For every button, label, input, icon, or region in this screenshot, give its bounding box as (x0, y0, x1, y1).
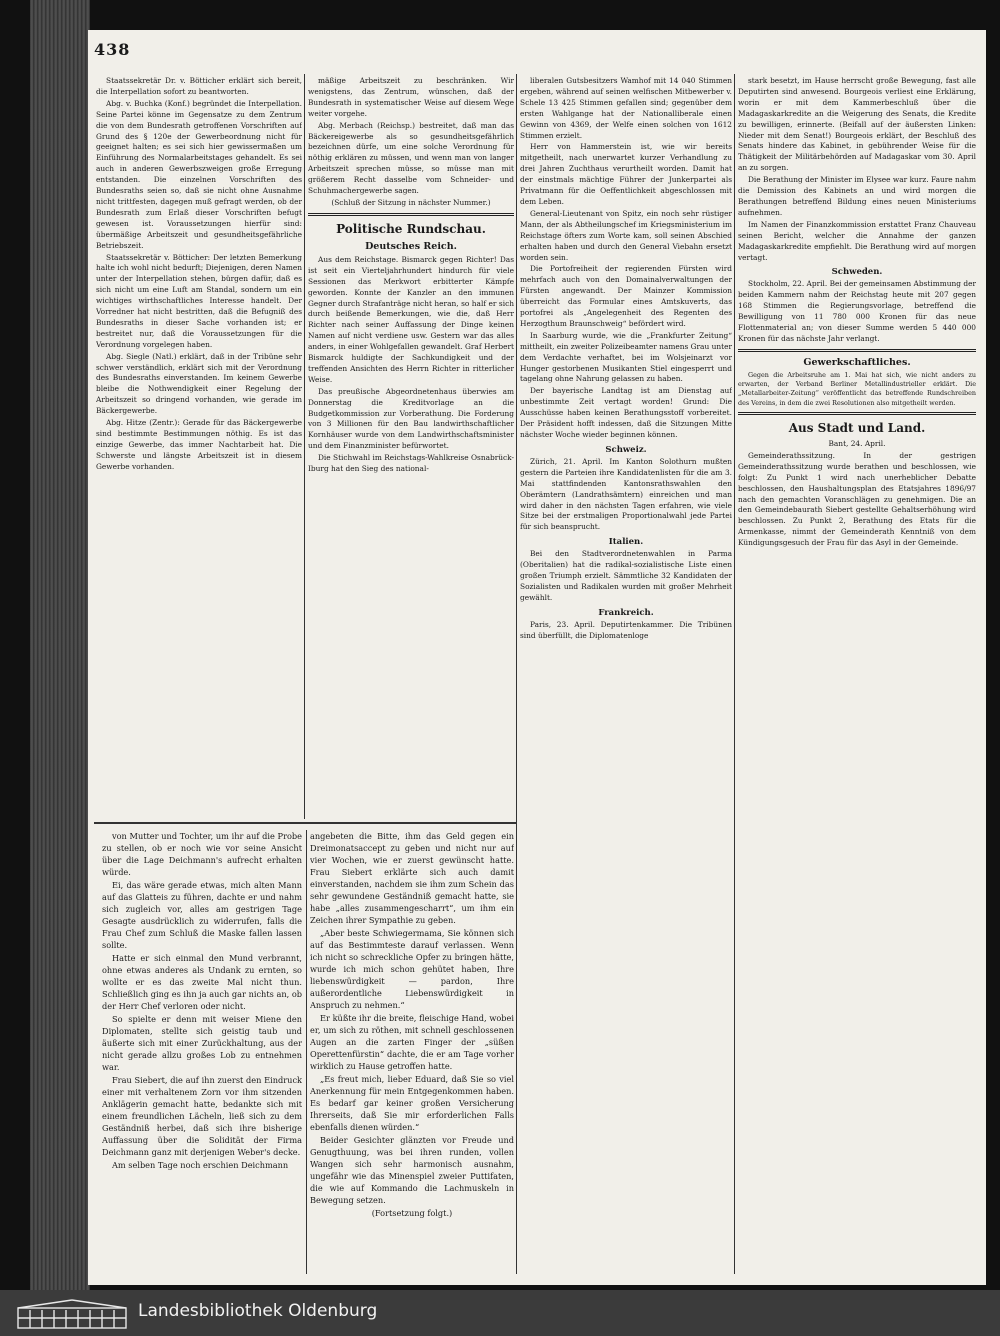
section-heading: Gewerkschaftliches. (803, 356, 911, 368)
paragraph: Im Namen der Finanzkommission erstattet Franz Chauveau seinen Bericht, welcher die Annahme der ganzen Madagaskarkredite empfiehlt. Die Berathung wird auf morgen vertagt. (738, 219, 976, 262)
page-number: 438 (94, 40, 131, 59)
paragraph: Er küßte ihr die breite, fleischige Hand, wobei er, um sich zu röthen, mit schnell geschlossenen Augen an die zarten Finger der „süßen Operettenfürstin“ dachte, die er am Tage vorher wirklich zu Hause getroffen hatte. (310, 1013, 514, 1071)
continued-note: (Fortsetzung folgt.) (371, 1208, 453, 1218)
subsection-heading: Deutsches Reich. (365, 240, 457, 252)
paragraph: Herr von Hammerstein ist, wie wir bereits mitgetheilt, nach unerwartet kurzer Verhandlung zu drei Jahren Zuchthaus verurtheilt worden. Damit hat der einstmals mächtige Führer der Junkerpartei als Privatmann für die Oeffentlichkeit abgeschlossen mit dem Leben. (520, 142, 732, 206)
feuilleton-right (310, 830, 514, 1275)
paragraph: So spielte er denn mit weiser Miene den Diplomaten, stellte sich geistig taub und äußerte sich mit einer Zurückhaltung, aus der nicht gerade allzu großes Lob zu entnehmen war. (102, 1014, 302, 1072)
paragraph: Der bayerische Landtag ist am Dienstag auf unbestimmte Zeit vertagt worden! Grund: Die Ausschüsse haben keinen Berathungsstoff vorbereitet. Der Präsident hofft indessen, daß die Sitzungen Mitte nächster Woche wieder beginnen können. (520, 386, 732, 439)
paragraph: Staatssekretär Dr. v. Bötticher erklärt sich bereit, die Interpellation sofort zu beantworten. (96, 76, 302, 96)
paragraph: In Saarburg wurde, wie die „Frankfurter Zeitung“ mittheilt, ein zweiter Polizeibeamter namens Grau unter dem Verdachte verhaftet, bei im Wolsjeinarzt vor Hunger gestorbenen Musikanten Stiel eingesperrt und tagelang ohne Nahrung gelassen zu haben. (520, 330, 732, 384)
feuilleton-rule (94, 822, 516, 824)
paragraph: General-Lieutenant von Spitz, ein noch sehr rüstiger Mann, der als Abtheilungschef im Kriegsministerium im Reichstage öfters zum Worte kam, soll seinen Abschied erhalten haben und durch den General Viebahn ersetzt worden sein. (520, 208, 732, 262)
section-heading: Aus Stadt und Land. (788, 421, 926, 436)
paragraph: Zürich, 21. April. Im Kanton Solothurn mußten gestern die Parteien ihre Kandidatenlisten für die am 3. Mai stattfindenden Kantonsrathswahlen den Oberämtern (Landrathsämtern) einreichen und man wird daher in den nächsten Tagen erfahren, wie viele Sitze bei der erstmaligen Proportionalwahl jede Partei für sich beansprucht. (520, 456, 732, 532)
column-4 (738, 76, 976, 1274)
paragraph: von Mutter und Tochter, um ihr auf die Probe zu stellen, ob er noch wie vor seine Ansicht über die Lage Deichmann's aufrecht erhalten würde. (102, 831, 302, 877)
paragraph: angebeten die Bitte, ihm das Geld gegen ein Dreimonatsaccept zu geben und nicht nur auf vier Wochen, wie er zuerst gewünscht hatte. Frau Siebert erklärte sich auch damit einverstanden, nachdem sie ihm zum Schein das sehr gewundene Geständniß gemacht hatte, sie habe „alles zusammengescharrt“, um ihm ein Zeichen ihrer Sympathie zu geben. (310, 831, 514, 925)
newspaper-page (88, 30, 986, 1285)
country-heading: Italien. (608, 537, 644, 548)
section-rule (738, 349, 976, 352)
paragraph: Bei den Stadtverordnetenwahlen in Parma (Oberitalien) hat die radikal-sozialistische Liste einen großen Triumph erzielt. Sämmtliche 32 Kandidaten der Sozialisten und Radikalen wurden mit großer Mehrheit gewählt. (520, 549, 732, 602)
paragraph: Die Portofreiheit der regierenden Fürsten wird mehrfach auch von den Domainalverwaltungen der Fürsten angewandt. Der Mainzer Kommission überreicht das Formular eines Amtskuverts, das portofrei als „Angelegenheit des Regenten des Herzogthum Braunschweig“ befördert wird. (520, 264, 732, 328)
column-rule (516, 74, 517, 1274)
paragraph: Abg. Hitze (Zentr.): Gerade für das Bäckergewerbe sind bestimmte Bestimmungen nöthig. Es ist das einzige Gewerbe, das immer Nachtarbeit hat. Die Schwerste und längste Arbeitszeit ist in diesem Gewerbe vorhanden. (96, 418, 302, 471)
country-heading: Schweden. (831, 267, 883, 278)
section-rule (308, 213, 514, 216)
feuilleton-left (102, 830, 302, 1275)
footer-bar (0, 1290, 1000, 1336)
book-spine (30, 0, 90, 1290)
paragraph: Gegen die Arbeitsruhe am 1. Mai hat sich, wie nicht anders zu erwarten, der Verband Berliner Metallindustrieller erklärt. Die „Metallarbeiter-Zeitung“ veröffentlicht das betreffende Rundschreiben des Vereins, in dem die zwei Resolutionen also mitgetheilt werden. (738, 370, 976, 407)
paragraph: „Aber beste Schwiegermama, Sie können sich auf das Bestimmteste darauf verlassen. Wenn ich nicht so schreckliche Opfer zu bringen hätte, wurde ich mich schon gehütet haben, Ihre liebenswürdigkeit — pardon, Ihre außerordentliche Liebenswürdigkeit in Anspruch zu nehmen.“ (310, 928, 514, 1010)
paragraph: Am selben Tage noch erschien Deichmann (112, 1160, 289, 1170)
dateline: Bant, 24. April. (828, 439, 886, 449)
column-rule (304, 74, 305, 819)
country-heading: Schweiz. (605, 444, 647, 455)
paragraph: Staatssekretär v. Bötticher: Der letzten Bemerkung halte ich wohl nicht bedurft; Diejenigen, deren Namen unter der Interpellation stehen, bürgen dafür, daß es sich nicht um eine Luft am Standal, sondern um ein wichtiges wirthschaftliches Interesse handelt. Der Vorredner hat nicht bestritten, daß die Befugniß des Bundesraths in dieser Sache vorhanden ist; er bestreitet nur, daß die Voraussetzungen für die Verordnung vorgelegen haben. (96, 252, 302, 349)
column-1 (96, 76, 302, 818)
paragraph: Die Berathung der Minister im Elysee war kurz. Faure nahm die Demission des Kabinets an und wird morgen die Berathungen betreffend Bildung eines neuen Ministeriums aufnehmen. (738, 175, 976, 217)
library-name: Landesbibliothek Oldenburg (138, 1301, 378, 1321)
paragraph: Paris, 23. April. Deputirtenkammer. Die Tribünen sind überfüllt, die Diplomatenloge (520, 619, 732, 640)
paragraph: Gemeinderathssitzung. In der gestrigen Gemeinderathssitzung wurde berathen und beschlossen, wie folgt: Zu Punkt 1 wird nach unerheblicher Debatte beschlossen, den Haushaltungsplan des Etatsjahres 1896/97 nach den gemachten Voranschlägen zu genehmigen. Die an den Gemeindebaurath Siebert gestellte Gehaltserhöhung wird beschlossen. Zu Punkt 2, Berathung des Etats für die Armenkasse, nimmt der Gemeinderath Kenntniß von dem Kündigungsgesuch der Frau für das Asyl in der Gemeinde. (738, 450, 976, 548)
paragraph: „Es freut mich, lieber Eduard, daß Sie so viel Anerkennung für mein Entgegenkommen haben. Es bedarf gar keiner großen Versicherung Ihrerseits, daß Sie mir erforderlichen Falls ebenfalls dienen würden.“ (310, 1074, 514, 1132)
paragraph: liberalen Gutsbesitzers Wamhof mit 14 040 Stimmen ergeben, während auf seinen welfischen Mitbewerber v. Schele 13 425 Stimmen gefallen sind; gegenüber dem ersten Wahlgange hat der Nationalliberale einen Gewinn von 4369, der Welfe einen solchen von 1612 Stimmen erzielt. (520, 76, 732, 140)
column-rule (306, 830, 307, 1274)
column-3 (520, 76, 732, 1274)
paragraph: mäßige Arbeitszeit zu beschränken. Wir wenigstens, das Zentrum, wünschen, daß der Bundesrath in systematischer Weise auf diesem Wege weiter vorgehe. (308, 76, 514, 118)
column-rule (734, 74, 735, 1274)
paragraph: Abg. Siegle (Natl.) erklärt, daß in der Tribüne sehr schwer verständlich, erklärt sich mit der Verordnung des Bundesraths einverstanden. Im keinem Gewerbe bleibe die Nothwendigkeit einer Regelung der Arbeitszeit so dringend vorhanden, wie gerade im Bäckergewerbe. (96, 351, 302, 416)
paragraph: Stockholm, 22. April. Bei der gemeinsamen Abstimmung der beiden Kammern nahm der Reichstag heute mit 207 gegen 168 Stimmen die Regierungsvorlage, betreffend die Bewilligung von 11 780 000 Kronen für das neue Flottenmaterial an; von dieser Summe werden 5 440 000 Kronen für das nächste Jahr verlangt. (738, 279, 976, 343)
paragraph: Das preußische Abgeordnetenhaus überwies am Donnerstag die Kreditvorlage an die Budgetkommission zur Vorberathung. Die Forderung von 3 Millionen für den Bau landwirthschaftlicher Kornhäuser wurde von dem Landwirthschaftsminister und dem Finanzminister befürwortet. (308, 386, 514, 451)
paragraph: Die Stichwahl im Reichstags-Wahlkreise Osnabrück-Iburg hat den Sieg des national- (308, 453, 514, 474)
section-rule (738, 412, 976, 415)
paragraph: Aus dem Reichstage. Bismarck gegen Richter! Das ist seit ein Vierteljahrhundert hindurch für viele Sessionen das Merkwort erbitterter Kämpfe geworden. Konnte der Kanzler an den immunen Gegner durch Strafanträge nicht heran, so half er sich durch beißende Bemerkungen, wie die, daß Herr Richter nach seiner Auffassung der Dinge keinen Namen auf nicht verdiene usw. Gestern war das alles anders, in einer Wohlgefallen gewandelt. Graf Herbert Bismarck huldigte der Sachkundigkeit und der treffenden Ansichten des Herrn Richter in ritterlicher Weise. (308, 254, 514, 384)
paragraph: stark besetzt, im Hause herrscht große Bewegung, fast alle Deputirten sind anwesend. Bourgeois verliest eine Erklärung, worin er mit dem Kammerbeschluß über die Madagaskarkredite an die Weigerung des Senats, die Kredite zu bewilligen, erinnerte. (Beifall auf der äußersten Linken: Nieder mit dem Senat!) Bourgeois erklärt, der Beschluß des Senats hindere das Kabinet, in gebührender Weise für die Thätigkeit der Militärbehörden auf Madagaskar vom 30. April an zu sorgen. (738, 76, 976, 173)
paragraph: Beider Gesichter glänzten vor Freude und Genugthuung, was bei ihren runden, vollen Wangen sich sehr harmonisch ausnahm, ungefähr wie das Minenspiel zweier Puttifaten, die wie auf Kommando die Lachmuskeln in Bewegung setzen. (310, 1135, 514, 1205)
closing-note: (Schluß der Sitzung in nächster Nummer.) (331, 197, 491, 207)
country-heading: Frankreich. (598, 607, 654, 618)
library-building-icon (16, 1298, 128, 1330)
column-2 (308, 76, 514, 818)
paragraph: Abg. v. Buchka (Konf.) begründet die Interpellation. Seine Partei könne im Gegensatze zu dem Zentrum die von dem Bundesrath getroffenen Vorschriften auf Grund des § 120e der Gewerbeordnung nicht für geeignet halten; es sei sich hier gewissermaßen um Einführung des Normalarbeitstages gehandelt. Es sei auch in anderen Gewerbszweigen große Erregung entstanden. Die einzelnen Vorschriften des Bundesraths seien so, daß sie nicht ohne Ausnahme nicht trittfesten, dagegen muß gefragt werden, ob der Bundesrath zum Erlaß dieser Vorschriften befugt gewesen ist. Voraussetzungen hierfür sind: übermäßige Arbeitszeit und gesundheitsgefährliche Betriebszeit. (96, 98, 302, 250)
paragraph: Ei, das wäre gerade etwas, mich alten Mann auf das Glatteis zu führen, dachte er und nahm sich zugleich vor, alles am gestrigen Tage Gesagte ausdrücklich zu widerrufen, falls die Frau Chef zum Schluß die Maske fallen lassen sollte. (102, 880, 302, 950)
paragraph: Abg. Merbach (Reichsp.) bestreitet, daß man das Bäckereigewerbe als so gesundheitsgefährlich bezeichnen dürfe, um eine solche Verordnung für nöthig erklären zu müssen, und wenn man von langer Arbeitszeit sprechen müsse, so müsse man mit größerem Recht dasselbe vom Schneider- und Schuhmachergewerbe sagen. (308, 120, 514, 196)
paragraph: Frau Siebert, die auf ihn zuerst den Eindruck einer mit verhaltenem Zorn vor ihm sitzenden Anklägerin gemacht hatte, bedankte sich mit einem freundlichen Lächeln, ließ sich zu dem Geständniß herbei, daß sich ihre bisherige Auffassung über die Solidität der Firma Deichmann ganz mit derjenigen Weber's decke. (102, 1075, 302, 1157)
paragraph: Hatte er sich einmal den Mund verbrannt, ohne etwas anderes als Undank zu ernten, so wollte er es das zweite Mal nicht thun. Schließlich ging es ihn ja auch gar nichts an, ob der Herr Chef verloren oder nicht. (102, 953, 302, 1011)
section-heading: Politische Rundschau. (336, 221, 486, 236)
